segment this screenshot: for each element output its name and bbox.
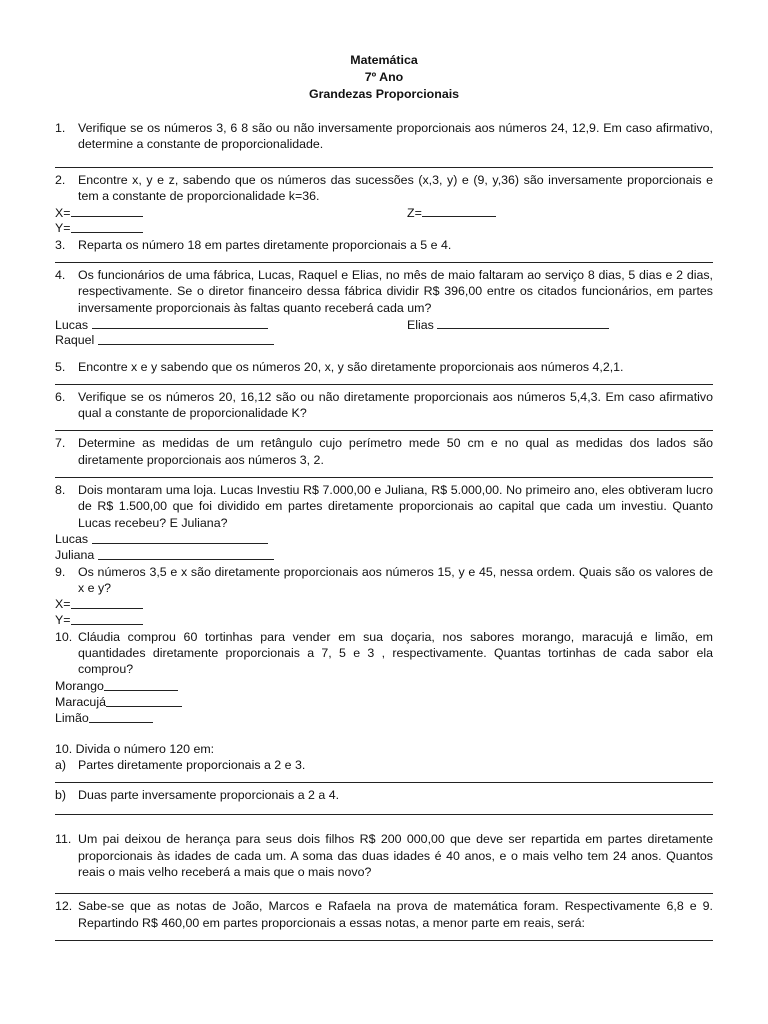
x-answer-blank[interactable] <box>71 204 143 217</box>
question-number: 8. <box>55 483 66 498</box>
maracuja-answer-blank[interactable] <box>106 694 182 707</box>
answer-row <box>55 547 713 563</box>
part-letter: b) <box>55 788 67 803</box>
raquel-answer-blank[interactable] <box>98 332 274 345</box>
answer-row <box>55 316 713 332</box>
morango-label: Morango <box>55 678 104 693</box>
question-text: Encontre x e y sabendo que os números 20, x, y são diretamente proporcionais aos números 4,2,1. <box>78 359 624 374</box>
question-text: Os funcionários de uma fábrica, Lucas, Raquel e Elias, no mês de maio faltaram ao serviço 8 dias, 5 dias e 2 dias, respectivamente. Se o diretor financeiro dessa fábrica dividir R$ 396,00 entre os citados funcionários, em partes inversamente proporcionais às faltas quanto receberá cada um? <box>78 268 713 315</box>
juliana-answer-blank[interactable] <box>98 547 274 560</box>
answer-line[interactable] <box>55 782 713 783</box>
answer-line[interactable] <box>55 893 713 894</box>
answer-row <box>55 596 713 612</box>
question-number: 11. <box>55 832 72 847</box>
question-number: 10. <box>55 629 73 644</box>
question-number: 9. <box>55 564 66 579</box>
answer-row <box>55 710 713 726</box>
question-text: Os números 3,5 e x são diretamente proporcionais aos números 15, y e 45, nessa ordem. Quais são os valores de x e y? <box>78 564 713 595</box>
question-6 <box>55 389 713 422</box>
question-number: 5. <box>55 359 66 374</box>
question-10 <box>55 629 713 678</box>
question-text: Sabe-se que as notas de João, Marcos e Rafaela na prova de matemática foram. Respectivamente 6,8 e 9. Repartindo R$ 460,00 em partes proporcionais a essas notas, a menor parte em reais, será: <box>78 899 713 930</box>
subject-title: Matemática <box>350 53 418 67</box>
question-number: 4. <box>55 268 66 283</box>
part-letter: a) <box>55 757 67 772</box>
x-label: X= <box>55 206 71 221</box>
answer-row <box>55 694 713 710</box>
x-answer-blank[interactable] <box>71 596 143 609</box>
grade-title: 7º Ano <box>364 70 404 84</box>
question-number: 1. <box>55 121 66 135</box>
lucas-label: Lucas <box>55 317 89 332</box>
limao-label: Limão <box>55 711 89 726</box>
answer-row <box>55 220 713 236</box>
question-10b-part-a <box>55 757 713 773</box>
answer-line[interactable] <box>55 167 713 168</box>
worksheet-header <box>55 52 713 103</box>
morango-answer-blank[interactable] <box>104 678 178 691</box>
question-7 <box>55 435 713 468</box>
answer-line[interactable] <box>55 814 713 815</box>
y-answer-blank[interactable] <box>71 220 143 233</box>
question-3 <box>55 237 713 253</box>
limao-answer-blank[interactable] <box>89 710 153 723</box>
question-text: Verifique se os números 20, 16,12 são ou não diretamente proporcionais aos números 5,4,3. Em caso afirmativo qual a constante de proporcionalidade K? <box>78 389 713 421</box>
question-number: 2. <box>55 172 66 187</box>
y-label: Y= <box>55 613 71 628</box>
part-text: Duas parte inversamente proporcionais a 2 a 4. <box>78 788 340 803</box>
y-answer-blank[interactable] <box>71 612 143 625</box>
question-4 <box>55 267 713 316</box>
z-label: Z= <box>407 206 422 221</box>
lucas-label: Lucas <box>55 531 89 546</box>
answer-row <box>55 332 713 348</box>
answer-line[interactable] <box>55 940 713 941</box>
topic-title: Grandezas Proporcionais <box>308 87 460 101</box>
question-text: Cláudia comprou 60 tortinhas para vender em sua doçaria, nos sabores morango, maracujá e limão, em quantidades diretamente proporcionais a 7, 5 e 3 , respectivamente. Quantas tortinhas de cada sabor ela comprou? <box>78 629 713 677</box>
elias-answer-blank[interactable] <box>437 316 609 329</box>
question-text: Um pai deixou de herança para seus dois filhos R$ 200 000,00 que deve ser repartida em partes diretamente proporcionais às idades de cada um. A soma das duas idades é 40 anos, e o mais velho tem 24 anos. Quantos reais o mais velho receberá a mais que o mais novo? <box>78 832 713 879</box>
question-text: Encontre x, y e z, sabendo que os números das sucessões (x,3, y) e (9, y,36) são inversamente proporcionais e tem a constante de proporcionalidade k=36. <box>78 172 713 203</box>
x-label: X= <box>55 597 71 612</box>
answer-line[interactable] <box>55 384 713 385</box>
answer-row <box>55 531 713 547</box>
answer-line[interactable] <box>55 262 713 263</box>
answer-row <box>55 612 713 628</box>
juliana-label: Juliana <box>55 548 95 563</box>
question-text: Verifique se os números 3, 6 8 são ou não inversamente proporcionais aos números 24, 12,9. Em caso afirmativo, determine a constante de proporcionalidade. <box>78 121 713 152</box>
answer-line[interactable] <box>55 430 713 431</box>
question-2 <box>55 172 713 205</box>
question-text: Dois montaram uma loja. Lucas Investiu R$ 7.000,00 e Juliana, R$ 5.000,00. No primeiro ano, eles obtiveram lucro de R$ 1.500,00 que foi dividido em partes diretamente proporcionais ao capital que cada um investiu. Quanto Lucas recebeu? E Juliana? <box>78 483 713 530</box>
question-12 <box>55 898 713 931</box>
question-number: 12. <box>55 899 73 914</box>
question-11 <box>55 831 713 880</box>
question-9 <box>55 564 713 597</box>
question-text: Reparta os número 18 em partes diretamente proporcionais a 5 e 4. <box>78 237 452 252</box>
lucas-answer-blank[interactable] <box>92 316 268 329</box>
question-number: 6. <box>55 389 66 404</box>
question-text: Determine as medidas de um retângulo cujo perímetro mede 50 cm e no qual as medidas dos lados são diretamente proporcionais aos números 3, 2. <box>78 436 713 467</box>
question-10b-part-b <box>55 787 713 803</box>
part-text: Partes diretamente proporcionais a 2 e 3. <box>78 757 306 772</box>
maracuja-label: Maracujá <box>55 694 106 709</box>
lucas-answer-blank[interactable] <box>92 531 268 544</box>
question-number: 3. <box>55 237 66 252</box>
z-answer-blank[interactable] <box>422 204 496 217</box>
answer-line[interactable] <box>55 477 713 478</box>
raquel-label: Raquel <box>55 333 95 348</box>
answer-row <box>55 678 713 694</box>
y-label: Y= <box>55 221 71 236</box>
question-5 <box>55 359 713 375</box>
answer-row <box>55 204 713 220</box>
question-8 <box>55 482 713 531</box>
question-number: 7. <box>55 436 66 451</box>
question-1 <box>55 120 713 153</box>
elias-label: Elias <box>407 317 434 332</box>
question-10b-intro: 10. Divida o número 120 em: <box>55 741 215 756</box>
